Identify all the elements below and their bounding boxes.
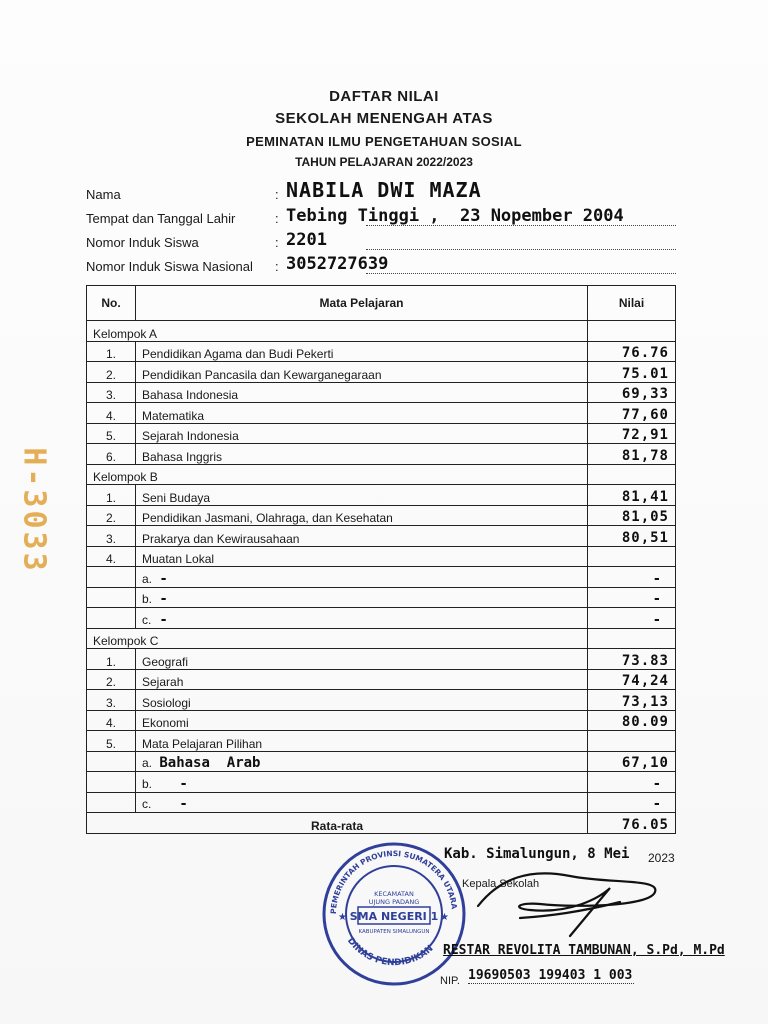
- row-grade: 81,05: [621, 509, 669, 525]
- row-subject: [136, 587, 588, 608]
- row-no: 4.: [87, 403, 136, 424]
- group-a-row: [87, 321, 676, 342]
- table-row: [87, 690, 676, 711]
- signature-year: 2023: [648, 851, 675, 865]
- row-subject: [136, 772, 588, 793]
- row-no: 1.: [87, 341, 136, 362]
- row-no: 2.: [87, 362, 136, 383]
- row-subject: [136, 751, 588, 772]
- report-title: DAFTAR NILAI: [329, 88, 439, 105]
- sub-letter: a.: [142, 571, 153, 586]
- row-subject: Bahasa Inggris: [136, 444, 588, 465]
- row-grade: -: [652, 611, 661, 628]
- nisn-row: [86, 254, 676, 276]
- row-grade: -: [652, 570, 661, 587]
- nip-label: NIP.: [440, 975, 460, 987]
- row-subject: Seni Budaya: [136, 485, 588, 506]
- grades-table: [86, 285, 676, 834]
- row-no: 5.: [87, 423, 136, 444]
- row-subject: Bahasa Indonesia: [136, 382, 588, 403]
- table-row: [87, 587, 676, 608]
- group-label: Kelompok B: [87, 464, 588, 485]
- sub-letter: b.: [142, 776, 153, 791]
- nis-label: Nomor Induk Siswa: [86, 235, 199, 250]
- row-no: 3.: [87, 526, 136, 547]
- colon: :: [275, 187, 279, 202]
- table-row: [87, 792, 676, 813]
- row-grade: 74,24: [621, 673, 669, 689]
- stamp-arc-top: PEMERINTAH PROVINSI SUMATERA UTARA: [328, 848, 459, 915]
- row-no: 1.: [87, 649, 136, 670]
- col-grade-header: Nilai: [588, 286, 676, 321]
- stamp-line2: UJUNG PADANG: [368, 898, 420, 906]
- table-row: [87, 526, 676, 547]
- row-grade: 67,10: [621, 755, 669, 771]
- row-grade: 69,33: [621, 386, 669, 402]
- stamp-line1: KECAMATAN: [374, 890, 414, 898]
- average-label: Rata-rata: [87, 813, 588, 834]
- row-no: 2.: [87, 669, 136, 690]
- col-subject-header: Mata Pelajaran: [136, 286, 588, 321]
- row-subject: Pendidikan Jasmani, Olahraga, dan Kesehatan: [136, 505, 588, 526]
- table-cell: [87, 772, 136, 793]
- stamp-arc-bottom: DINAS PENDIDIKAN: [344, 936, 436, 969]
- average-row: [87, 813, 676, 834]
- sub-subject: -: [179, 775, 188, 792]
- table-row: [87, 423, 676, 444]
- nisn-value: 3052727639: [286, 254, 389, 274]
- row-subject: Mata Pelajaran Pilihan: [136, 731, 588, 752]
- table-row: [87, 669, 676, 690]
- row-subject: [136, 792, 588, 813]
- row-subject: Pendidikan Agama dan Budi Pekerti: [136, 341, 588, 362]
- table-row: [87, 546, 676, 567]
- table-row: [87, 710, 676, 731]
- table-row: [87, 382, 676, 403]
- row-grade: 73,13: [621, 693, 669, 710]
- stamp-school: SMA NEGERI 1: [349, 910, 439, 923]
- row-subject: Sosiologi: [136, 690, 588, 711]
- table-row: [87, 444, 676, 465]
- row-subject: Pendidikan Pancasila dan Kewarganegaraan: [136, 362, 588, 383]
- star-icon: ★: [338, 912, 347, 923]
- student-name-row: [86, 178, 676, 204]
- row-grade: 81,41: [621, 488, 669, 505]
- sub-letter: a.: [142, 756, 153, 770]
- colon: :: [275, 259, 279, 274]
- sub-letter: c.: [142, 612, 152, 627]
- table-row: [87, 751, 676, 772]
- stamp-line3: KABUPATEN SIMALUNGUN: [358, 929, 430, 935]
- row-subject: Matematika: [136, 403, 588, 424]
- fill-line: [366, 225, 676, 226]
- row-no: 1.: [87, 485, 136, 506]
- table-row: [87, 608, 676, 629]
- group-c-row: [87, 628, 676, 649]
- row-grade: 73.83: [621, 652, 669, 669]
- group-label: Kelompok C: [87, 628, 588, 649]
- row-no: 3.: [87, 382, 136, 403]
- academic-year: TAHUN PELAJARAN 2022/2023: [295, 155, 473, 169]
- row-grade: -: [652, 591, 661, 607]
- fill-line: [366, 273, 676, 274]
- table-header-row: [87, 286, 676, 321]
- row-grade: -: [652, 796, 661, 812]
- margin-stamp-text: H-3033: [16, 446, 52, 574]
- colon: :: [275, 235, 279, 250]
- group-b-row: [87, 464, 676, 485]
- table-row: [87, 772, 676, 793]
- signature-image: [460, 858, 670, 938]
- row-no: 6.: [87, 444, 136, 465]
- average-value: 76.05: [621, 816, 669, 833]
- nis-value: 2201: [286, 230, 327, 250]
- place-date: Kab. Simalungun, 8 Mei: [444, 846, 630, 862]
- student-name-label: Nama: [86, 187, 121, 202]
- table-row: [87, 567, 676, 588]
- birth-label: Tempat dan Tanggal Lahir: [86, 211, 236, 226]
- table-row: [87, 485, 676, 506]
- school-stamp: [318, 838, 470, 990]
- row-subject: Ekonomi: [136, 710, 588, 731]
- row-subject: Prakarya dan Kewirausahaan: [136, 526, 588, 547]
- row-subject: [136, 567, 588, 588]
- table-row: [87, 505, 676, 526]
- row-grade: 76.76: [621, 345, 669, 361]
- star-icon: ★: [440, 912, 449, 923]
- table-cell: [87, 587, 136, 608]
- row-grade: 72,91: [621, 427, 669, 443]
- table-cell: [87, 792, 136, 813]
- table-cell: [87, 751, 136, 772]
- group-label: Kelompok A: [87, 321, 588, 342]
- sub-subject: Bahasa Arab: [159, 755, 261, 771]
- sub-subject: -: [159, 570, 168, 587]
- birth-row: [86, 206, 676, 228]
- sub-letter: c.: [142, 797, 152, 811]
- row-subject: Muatan Lokal: [136, 546, 588, 567]
- sub-subject: -: [159, 591, 168, 607]
- row-grade: 80,51: [621, 529, 669, 546]
- row-grade: 75.01: [621, 365, 669, 382]
- row-grade: -: [652, 775, 661, 792]
- birth-value: Tebing Tinggi , 23 Nopember 2004: [286, 206, 624, 226]
- nip-value: 19690503 199403 1 003: [468, 968, 633, 983]
- row-grade: 77,60: [621, 406, 669, 423]
- row-subject: [136, 608, 588, 629]
- col-no-header: No.: [87, 286, 136, 321]
- program-title: PEMINATAN ILMU PENGETAHUAN SOSIAL: [246, 134, 522, 149]
- table-row: [87, 362, 676, 383]
- row-subject: Geografi: [136, 649, 588, 670]
- sub-subject: -: [159, 611, 168, 628]
- margin-number-stamp: [14, 430, 54, 590]
- head-name: RESTAR REVOLITA TAMBUNAN, S.Pd, M.Pd: [443, 943, 725, 958]
- sub-subject: -: [179, 796, 188, 812]
- row-grade: 81,78: [621, 447, 669, 464]
- table-row: [87, 649, 676, 670]
- row-grade: 80.09: [621, 714, 669, 730]
- row-no: 4.: [87, 710, 136, 731]
- fill-line: [366, 249, 676, 250]
- table-cell: [588, 321, 676, 342]
- table-cell: [588, 628, 676, 649]
- row-no: 4.: [87, 546, 136, 567]
- table-row: [87, 403, 676, 424]
- row-no: 5.: [87, 731, 136, 752]
- school-level: SEKOLAH MENENGAH ATAS: [275, 110, 493, 127]
- nisn-label: Nomor Induk Siswa Nasional: [86, 259, 253, 274]
- table-cell: [588, 464, 676, 485]
- table-row: [87, 341, 676, 362]
- table-cell: [87, 567, 136, 588]
- row-subject: Sejarah Indonesia: [136, 423, 588, 444]
- nis-row: [86, 230, 676, 252]
- row-no: 3.: [87, 690, 136, 711]
- head-position: Kepala Sekolah: [462, 878, 540, 890]
- student-name-value: NABILA DWI MAZA: [286, 178, 482, 202]
- row-subject: Sejarah: [136, 669, 588, 690]
- sub-letter: b.: [142, 592, 153, 606]
- table-row: [87, 731, 676, 752]
- row-no: 2.: [87, 505, 136, 526]
- colon: :: [275, 211, 279, 226]
- table-cell: [87, 608, 136, 629]
